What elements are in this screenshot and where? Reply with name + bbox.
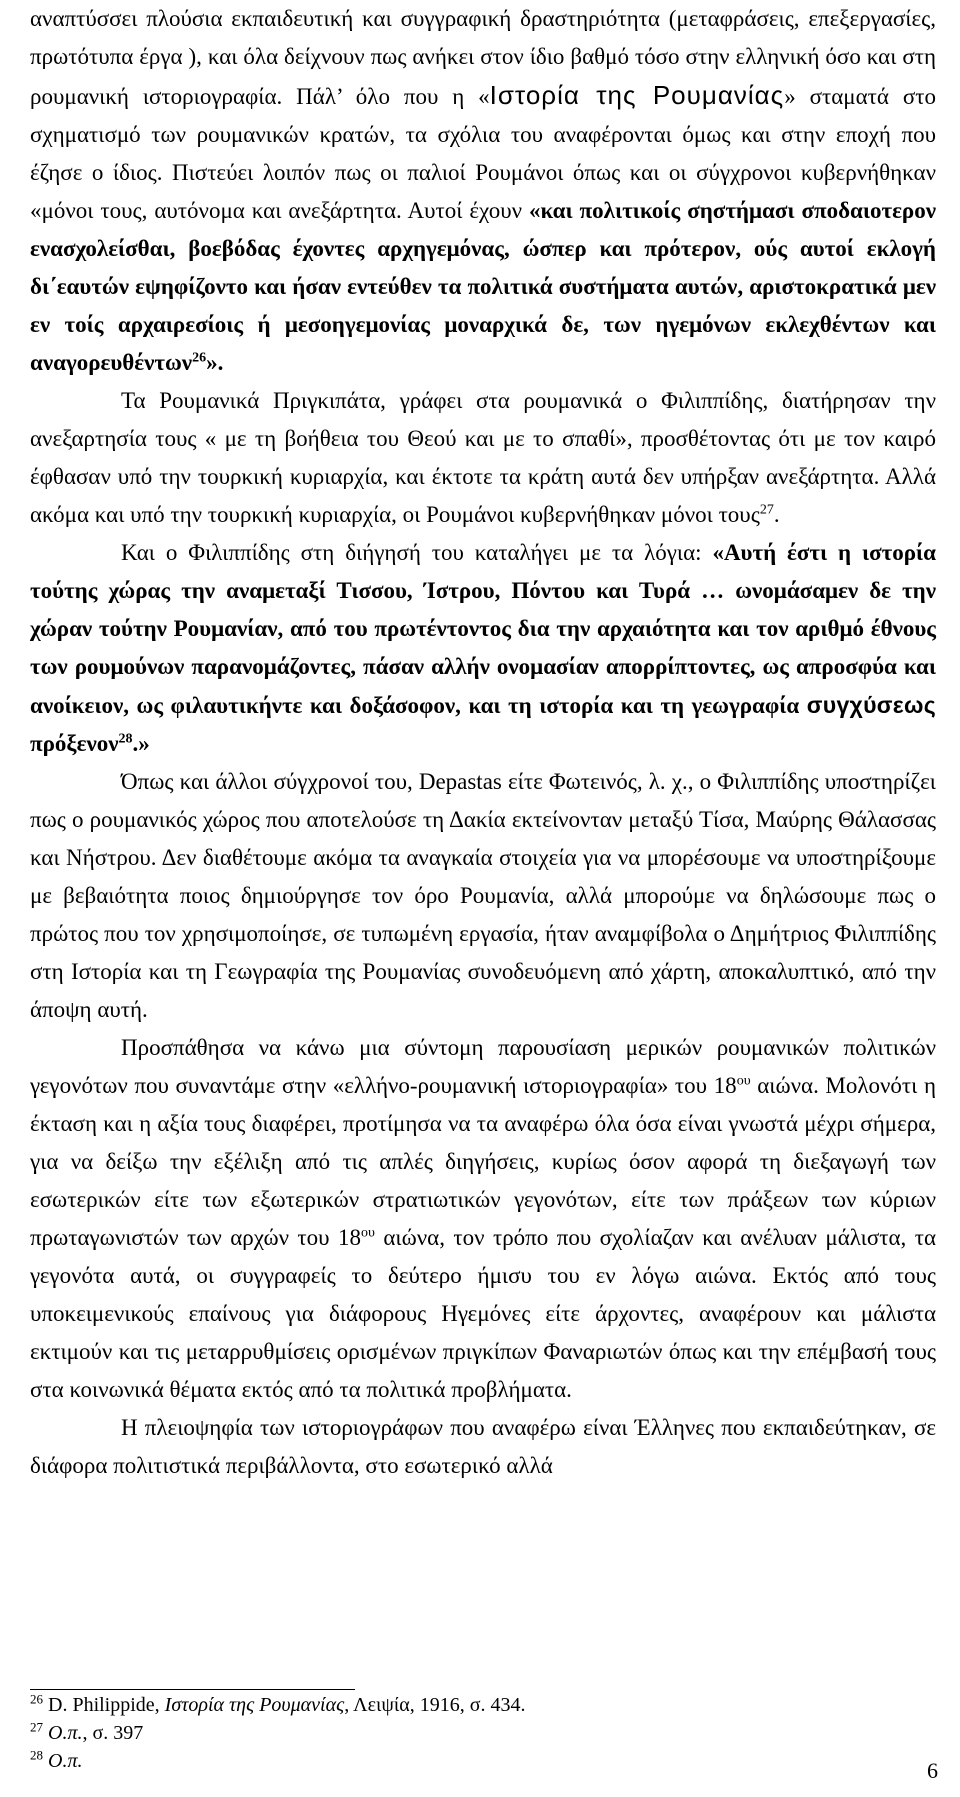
footnote-title: Ο.π. <box>48 1750 83 1772</box>
paragraph-2-text: Τα Ρουμανικά Πριγκιπάτα, γράφει στα ρουμανικά ο Φιλιππίδης, διατήρησαν την ανεξαρτησία τους « με τη βοήθεια του Θεού και με το σπαθί», προσθέτοντας ότι με τον καιρό έφθασαν υπό την τουρκική κυριαρχία, και έκτοτε τα κράτη αυτά δεν υπήρξαν ανεξάρτητα. Αλλά ακόμα και υπό την τουρκική κυριαρχία, οι Ρουμάνοι κυβερνήθηκαν μόνοι τους <box>30 388 936 527</box>
paragraph-5 <box>30 1029 936 1409</box>
paragraph-3-text: Και ο Φιλιππίδης στη διήγησή του καταλήγει με τα λόγια: <box>121 540 713 565</box>
quote-bold-tail: πρόξενον <box>30 731 119 756</box>
footnote-title: Ο.π. <box>48 1722 83 1744</box>
paragraph-2 <box>30 382 936 534</box>
footnote-rest: , Λειψία, 1916, σ. 434. <box>344 1694 526 1716</box>
quote-end-2: .» <box>132 731 150 756</box>
quote-bold-sans: συγχύσεως <box>806 692 936 718</box>
paragraph-6 <box>30 1409 936 1485</box>
paragraph-5-text-cont: αιώνα. Μολονότι η έκταση και η αξία τους διαφέρει, προτίμησα να τα αναφέρω όλα όσα είναι γνωστά μέχρι σήμερα, για να δείξω την εξέλιξη από τις απλές διηγήσεις, κυρίως όσον αφορά τη διεξαγωγή των εσωτερικών είτε των εξωτερικών στρατιωτικών γεγονότων, είτε των πράξεων των κύριων πρωταγωνιστών των αρχών του 18 <box>30 1073 936 1250</box>
footnote-number: 27 <box>30 1719 43 1735</box>
paragraph-1-text-cont: » σταματά στο σχηματισμό των ρουμανικών κρατών, τα σχόλια του αναφέρονται όμως και στην εποχή που έζησε ο ίδιος. Πιστεύει λοιπόν πως οι παλιοί Ρουμάνοι όπως και οι σύγχρονοι κυβερνήθηκαν «μόνοι τους, αυτόνομα και ανεξάρτητα. Αυτοί έχουν <box>30 84 936 223</box>
footnote-item <box>30 1719 930 1747</box>
paragraph-5-text-end: αιώνα, τον τρόπο που σχολίαζαν και ανέλυαν μάλιστα, τα γεγονότα αυτά, οι συγγραφείς το δεύτερο ήμισυ του εν λόγω αιώνα. Εκτός από τους υποκειμενικούς επαίνους για διάφορους Ηγεμόνες είτε άρχοντες, αναφέρουν και μάλιστα εκτιμούν και τις μεταρρυθμίσεις ορισμένων πριγκίπων Φαναριωτών όπως και την επέμβασή τους στα κοινωνικά θέματα εκτός από τα πολιτικά προβλήματα. <box>30 1225 936 1402</box>
paragraph-4-text: Όπως και άλλοι σύγχρονοί του, Depastas είτε Φωτεινός, λ. χ., ο Φιλιππίδης υποστηρίζει πως ο ρουμανικός χώρος που αποτελούσε τη Δακία εκτείνονταν μεταξύ Τίσα, Μαύρης Θάλασσας και Νήστρου. Δεν διαθέτουμε ακόμα τα αναγκαία στοιχεία για να μπορέσουμε να υποστηρίξουμε με βεβαιότητα ποιος δημιούργησε τον όρο Ρουμανία, αλλά μπορούμε να δηλώσουμε πως ο πρώτος που τον χρησιμοποίησε, σε τυπωμένη εργασία, ήταν αναμφίβολα ο Δημήτριος Φιλιππίδης στη Ιστορία και τη Γεωγραφία της Ρουμανίας συνοδευόμενη από χάρτη, αποκαλυπτικό, από την άποψη αυτή. <box>30 769 936 1022</box>
footnotes <box>30 1691 930 1775</box>
paragraph-3 <box>30 534 936 763</box>
footnote-number: 28 <box>30 1747 43 1763</box>
ordinal-sup-1: ου <box>736 1073 751 1089</box>
quote-end: ». <box>206 350 224 375</box>
paragraph-4 <box>30 763 936 1029</box>
footnote-item <box>30 1691 930 1719</box>
quote-bold-2: «Αυτή έστι η ιστορία τούτης χώρας την αναμεταξί Τισσου, Ίστρου, Πόντου και Τυρά … ωνομάσαμεν δε την χώραν τούτην Ρουμανίαν, από του πρωτέντοντος δια την αρχαιότητα και τον αριθμό έθνους των ρουμούνων παρανομάζοντες, πάσαν αλλήν ονομασίαν απορρίπτοντες, ως απροσφύα και ανοίκειον, ως φιλαυτικήντε και δοξάσοφον, και τη ιστορία και τη γεωγραφία <box>30 540 936 718</box>
footnote-separator <box>30 1689 355 1690</box>
quote-bold: «και πολιτικοίς σηστήμασι σποδαιοτερον ενασχολείσθαι, βοεβόδας έχοντες αρχηγεμόνας, ώσπερ και πρότερον, ούς αυτοί εκλογή δι΄εαυτών εψηφίζοντο και ήσαν εντεύθεν τα πολιτικά συστήματα αυτών, αριστοκρατικά μεν εν τοίς αρχαιρεσίοις ή μεσοηγεμονίας μοναρχικά δε, των ηγεμόνων εκλεχθέντων και αναγορευθέντων <box>30 198 936 375</box>
footnote-ref-26: 26 <box>192 350 207 366</box>
footnote-ref-27: 27 <box>759 502 774 518</box>
page-number: 6 <box>927 1758 938 1783</box>
footnote-author: D. Philippide, <box>48 1694 165 1716</box>
document-body <box>30 0 936 1485</box>
footnote-title: Ιστορία της Ρουμανίας <box>164 1694 345 1716</box>
paragraph-2-end: . <box>773 502 780 527</box>
footnote-number: 26 <box>30 1691 43 1707</box>
paragraph-6-text: Η πλειοψηφία των ιστοριογράφων που αναφέρω είναι Έλληνες που εκπαιδεύτηκαν, σε διάφορα πολιτιστικά περιβάλλοντα, στο εσωτερικό αλλά <box>30 1415 936 1478</box>
paragraph-5-text: Προσπάθησα να κάνω μια σύντομη παρουσίαση μερικών ρουμανικών πολιτικών γεγονότων που συναντάμε στην «ελλήνο-ρουμανική ιστοριογραφία» του 18 <box>30 1035 936 1098</box>
paragraph-1 <box>30 0 936 382</box>
footnote-item <box>30 1747 930 1775</box>
footnote-ref-28: 28 <box>118 731 133 747</box>
footnote-rest: , σ. 397 <box>82 1722 144 1744</box>
book-title: Ιστορία της Ρουμανίας <box>489 80 785 110</box>
paragraph-1-text: αναπτύσσει πλούσια εκπαιδευτική και συγγραφική δραστηριότητα (μεταφράσεις, επεξεργασίες, πρωτότυπα έργα ), και όλα δείχνουν πως ανήκει στον ίδιο βαθμό τόσο στην ελληνική όσο και στη ρουμανική ιστοριογραφία. Πάλ’ όλο που η « <box>30 6 936 109</box>
ordinal-sup-2: ου <box>361 1225 375 1241</box>
